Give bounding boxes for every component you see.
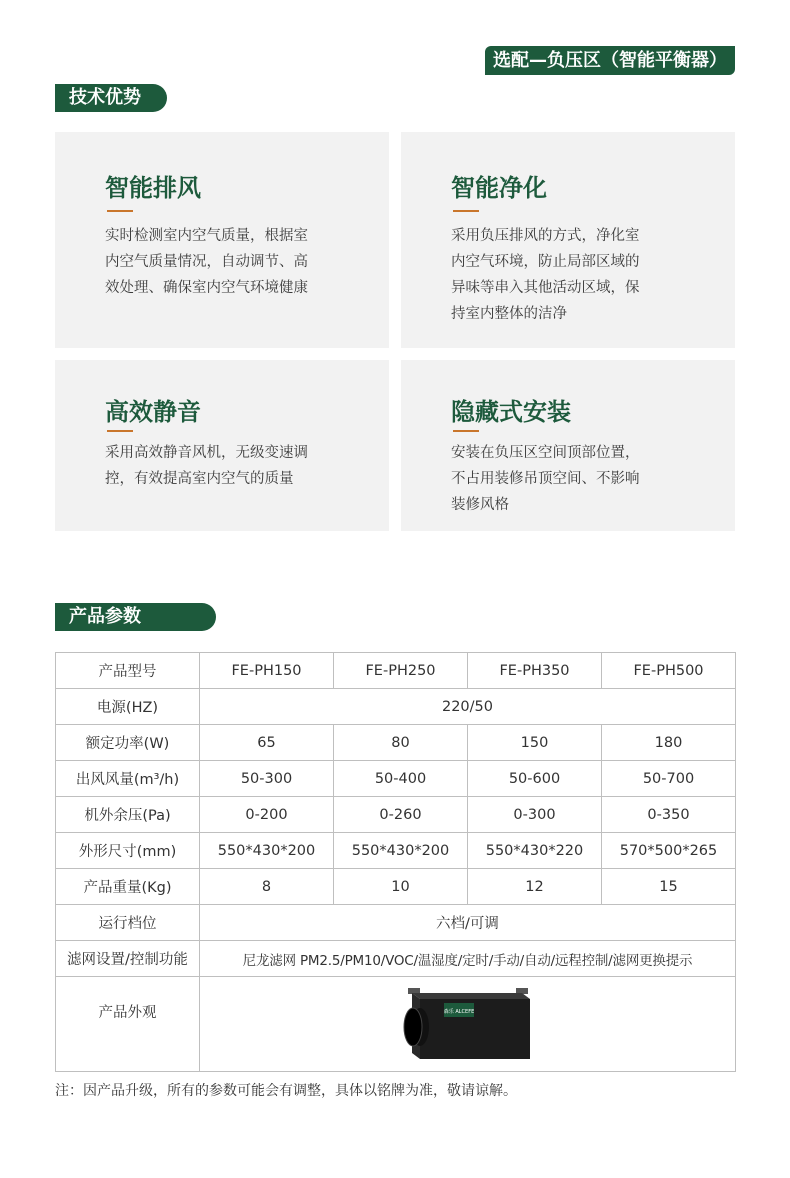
product-image	[398, 985, 538, 1063]
duct-opening	[404, 1008, 422, 1046]
feature-line: 安装在负压区空间顶部位置，	[451, 445, 640, 461]
feature-card	[401, 132, 735, 348]
table-cell: FE-PH150	[200, 653, 334, 689]
spec-table	[55, 652, 736, 1072]
table-row	[56, 725, 736, 761]
table-cell: 8	[200, 869, 334, 905]
feature-line: 内空气质量情况，自动调节、高	[105, 254, 308, 270]
row-label: 外形尺寸(mm)	[56, 833, 200, 869]
table-row	[56, 653, 736, 689]
feature-card-body	[451, 440, 701, 518]
table-row	[56, 689, 736, 725]
feature-card-body	[451, 223, 691, 327]
table-cell: 15	[602, 869, 736, 905]
table-row	[56, 797, 736, 833]
unit-body	[420, 999, 530, 1059]
table-cell: FE-PH250	[334, 653, 468, 689]
table-cell: 550*430*220	[468, 833, 602, 869]
title-underline	[453, 210, 479, 212]
row-label: 产品型号	[56, 653, 200, 689]
product-image-cell	[200, 977, 736, 1072]
feature-line: 效处理、确保室内空气环境健康	[105, 280, 308, 296]
table-cell: 50-300	[200, 761, 334, 797]
table-cell: 0-300	[468, 797, 602, 833]
row-label: 运行档位	[56, 905, 200, 941]
table-cell: 150	[468, 725, 602, 761]
feature-line: 不占用装修吊顶空间、不影响	[451, 471, 640, 487]
row-label: 出风风量(m³/h)	[56, 761, 200, 797]
table-cell: 180	[602, 725, 736, 761]
table-cell: 65	[200, 725, 334, 761]
table-cell: 550*430*200	[200, 833, 334, 869]
category-tag: 选配—负压区（智能平衡器）	[485, 46, 735, 75]
feature-card-title: 智能排风	[105, 174, 201, 202]
feature-line: 持室内整体的洁净	[451, 306, 567, 322]
row-label: 电源(HZ)	[56, 689, 200, 725]
section-title-specs: 产品参数	[55, 603, 216, 631]
feature-line: 采用高效静音风机，无级变速调	[105, 445, 308, 461]
feature-card-body	[105, 223, 345, 301]
table-cell: 0-260	[334, 797, 468, 833]
feature-card-title: 隐藏式安装	[451, 398, 571, 426]
table-cell: 570*500*265	[602, 833, 736, 869]
feature-line: 控，有效提高室内空气的质量	[105, 471, 294, 487]
row-label: 滤网设置/控制功能	[56, 941, 200, 977]
feature-card-title: 智能净化	[451, 174, 547, 202]
table-cell: 50-600	[468, 761, 602, 797]
table-row	[56, 761, 736, 797]
table-row	[56, 905, 736, 941]
brand-label-text: 森乐 ALCEFE	[443, 1009, 474, 1015]
table-cell: FE-PH500	[602, 653, 736, 689]
table-cell: FE-PH350	[468, 653, 602, 689]
title-underline	[107, 430, 133, 432]
footer-note: 注：因产品升级，所有的参数可能会有调整，具体以铭牌为准，敬请谅解。	[55, 1083, 517, 1099]
row-label: 产品外观	[56, 977, 200, 1072]
feature-card-body	[105, 440, 355, 492]
feature-line: 异味等串入其他活动区域，保	[451, 280, 640, 296]
section-title-advantages: 技术优势	[55, 84, 167, 112]
table-cell: 50-700	[602, 761, 736, 797]
feature-card-title: 高效静音	[105, 398, 201, 426]
feature-card	[401, 360, 735, 531]
table-row	[56, 977, 736, 1072]
table-cell: 尼龙滤网 PM2.5/PM10/VOC/温湿度/定时/手动/自动/远程控制/滤网更换提示	[200, 941, 736, 977]
feature-line: 装修风格	[451, 497, 509, 513]
row-label: 机外余压(Pa)	[56, 797, 200, 833]
feature-line: 内空气环境，防止局部区域的	[451, 254, 640, 270]
table-cell: 80	[334, 725, 468, 761]
title-underline	[107, 210, 133, 212]
unit-top	[412, 993, 530, 999]
table-cell: 10	[334, 869, 468, 905]
feature-card	[55, 132, 389, 348]
title-underline	[453, 430, 479, 432]
table-cell: 550*430*200	[334, 833, 468, 869]
table-row	[56, 833, 736, 869]
feature-line: 实时检测室内空气质量，根据室	[105, 228, 308, 244]
table-cell: 0-350	[602, 797, 736, 833]
row-label: 额定功率(W)	[56, 725, 200, 761]
table-cell: 12	[468, 869, 602, 905]
table-row	[56, 869, 736, 905]
row-label: 产品重量(Kg)	[56, 869, 200, 905]
table-cell: 220/50	[200, 689, 736, 725]
table-cell: 50-400	[334, 761, 468, 797]
table-cell: 六档/可调	[200, 905, 736, 941]
table-cell: 0-200	[200, 797, 334, 833]
feature-card	[55, 360, 389, 531]
table-row	[56, 941, 736, 977]
feature-line: 采用负压排风的方式，净化室	[451, 228, 640, 244]
